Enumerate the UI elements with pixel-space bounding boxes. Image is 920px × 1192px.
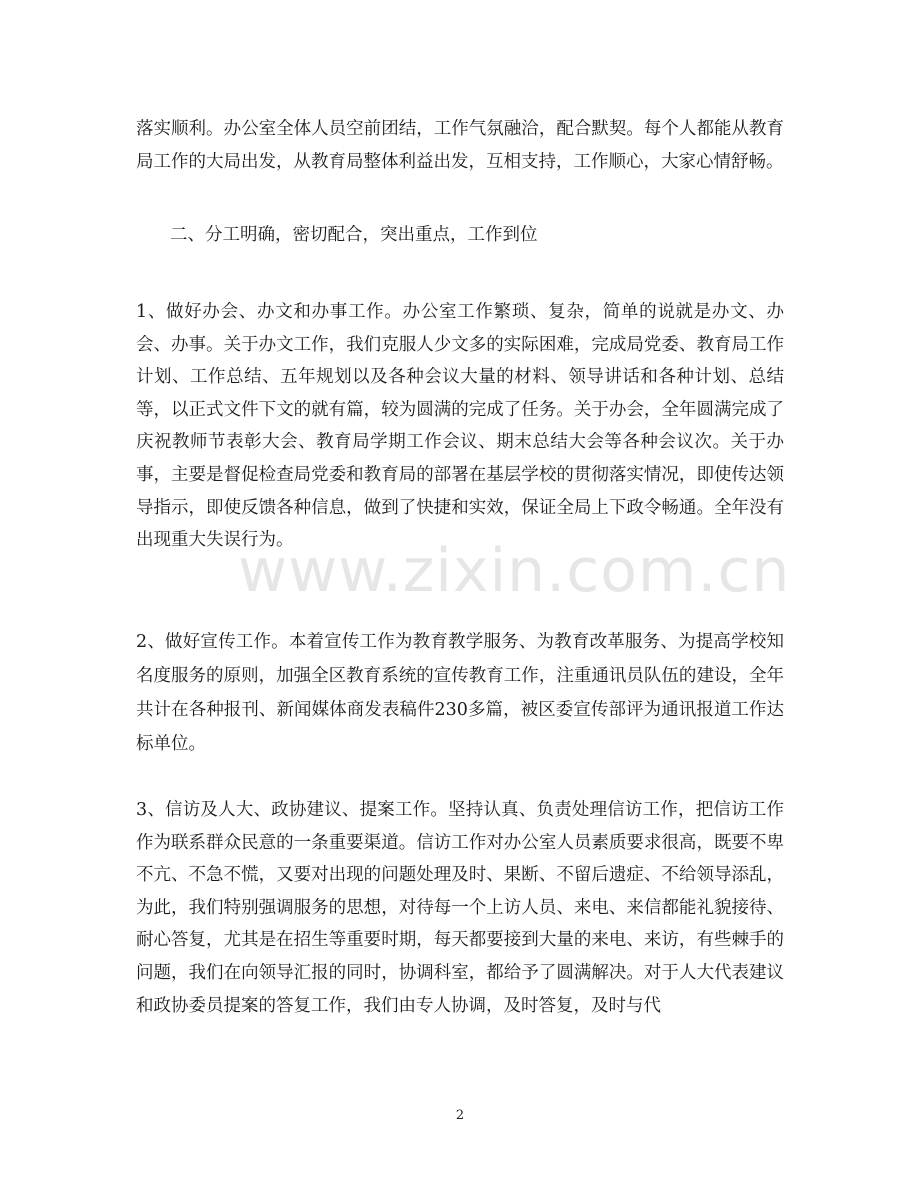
page-number: 2 bbox=[455, 1108, 465, 1123]
section-heading: 二、分工明确，密切配合，突出重点，工作到位 bbox=[170, 225, 538, 245]
paragraph-intro: 落实顺利。办公室全体人员空前团结，工作气氛融洽，配合默契。每个人都能从教育局工作的大局出发，从教育局整体利益出发，互相支持，工作顺心，大家心情舒畅。 bbox=[136, 119, 784, 172]
paragraph-item-2: 2、做好宣传工作。本着宣传工作为教育教学服务、为教育改革服务、为提高学校知名度服务的原则，加强全区教育系统的宣传教育工作，注重通讯员队伍的建设，全年共计在各种报刊、新闻媒体商发表稿件230多篇，被区委宣传部评为通讯报道工作达标单位。 bbox=[136, 632, 784, 754]
watermark: www.zixin.com.cn bbox=[238, 536, 791, 606]
paragraph-item-1: 1、做好办会、办文和办事工作。办公室工作繁琐、复杂，简单的说就是办文、办会、办事。关于办文工作，我们克服人少文多的实际困难，完成局党委、教育局工作计划、工作总结、五年规划以及各种会议大量的材料、领导讲话和各种计划、总结等，以正式文件下文的就有篇，较为圆满的完成了任务。关于办会，全年圆满完成了庆祝教师节表彰大会、教育局学期工作会议、期末总结大会等各种会议次。关于办事，主要是督促检查局党委和教育局的部署在基层学校的贯彻落实情况，即使传达领导指示，即使反馈各种信息，做到了快捷和实效，保证全局上下政令畅通。全年没有出现重大失误行为。 bbox=[136, 302, 784, 551]
paragraph-item-3: 3、信访及人大、政协建议、提案工作。坚持认真、负责处理信访工作，把信访工作作为联系群众民意的一条重要渠道。信访工作对办公室人员素质要求很高，既要不卑不亢、不急不慌，又要对出现的问题处理及时、果断、不留后遗症、不给领导添乱，为此，我们特别强调服务的思想，对待每一个上访人员、来电、来信都能礼貌接待、耐心答复，尤其是在招生等重要时期，每天都要接到大量的来电、来访，有些棘手的问题，我们在向领导汇报的同时，协调科室，都给予了圆满解决。对于人大代表建议和政协委员提案的答复工作，我们由专人协调，及时答复，及时与代 bbox=[136, 800, 784, 1016]
